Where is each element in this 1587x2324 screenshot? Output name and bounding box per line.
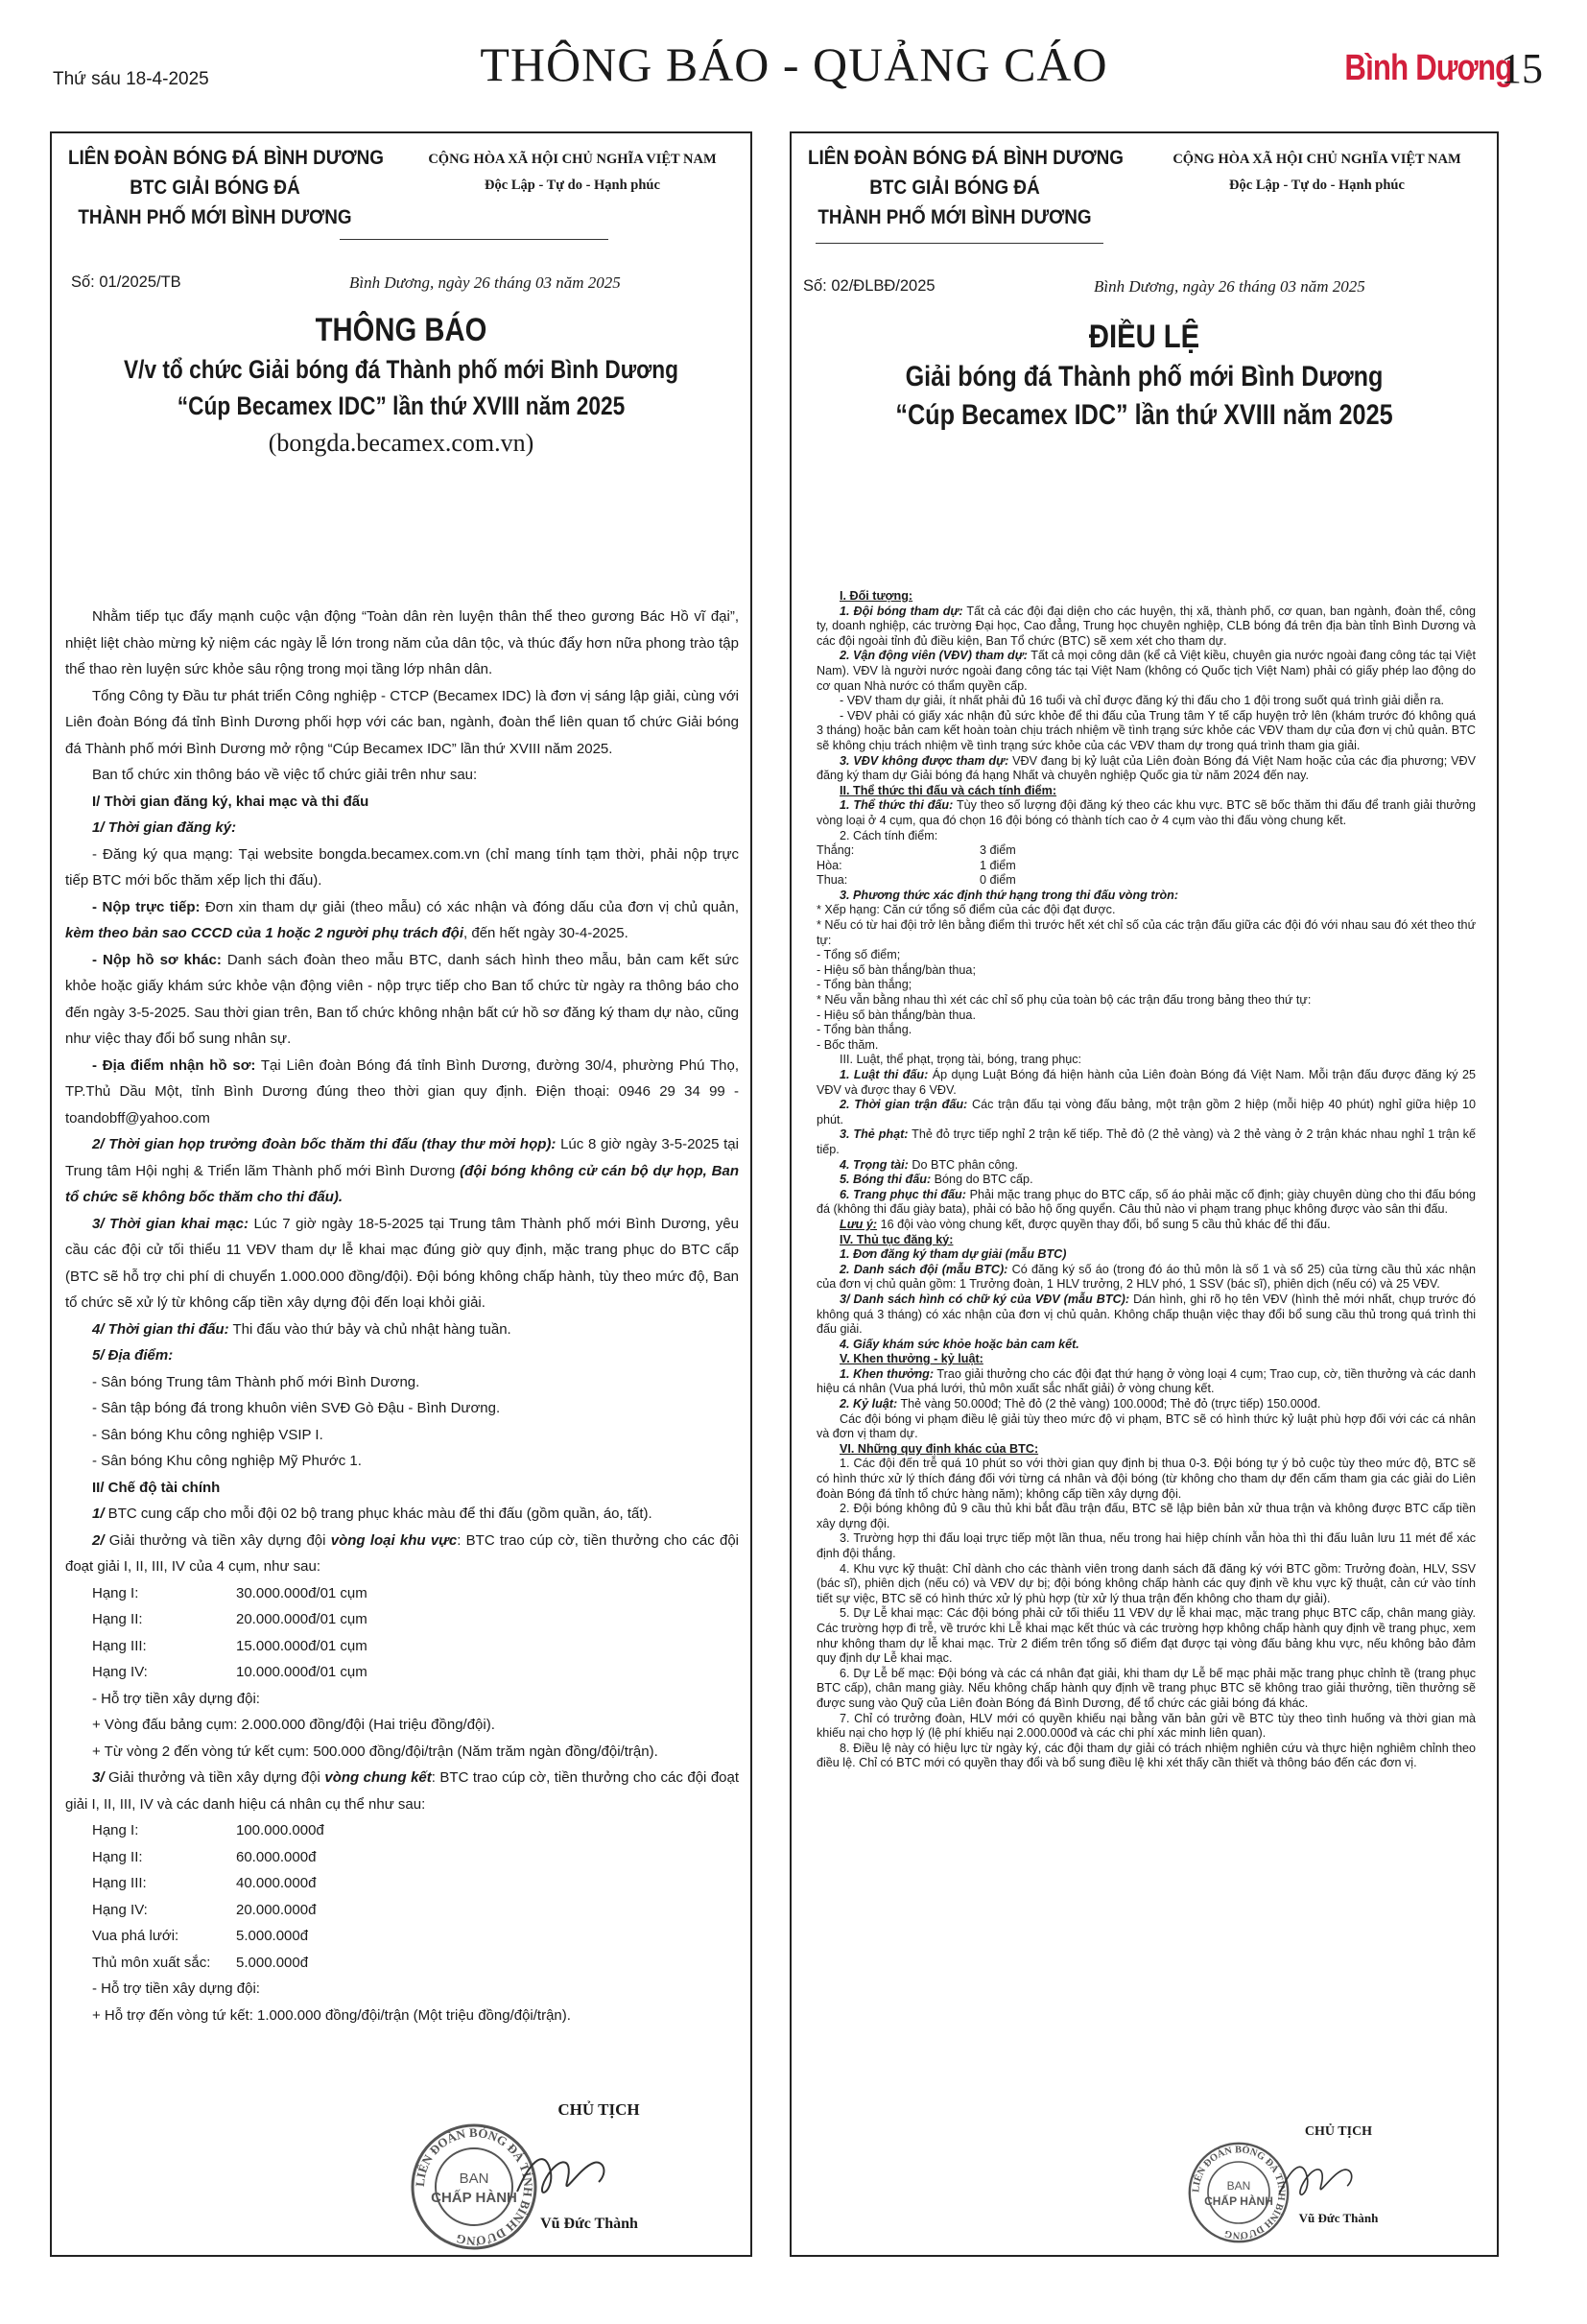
doc-subtitle: V/v tổ chức Giải bóng đá Thành phố mới Bình Dương xyxy=(124,355,678,384)
label: 1. Luật thi đấu: xyxy=(840,1068,929,1081)
paragraph: Ban tổ chức xin thông báo về việc tổ chức giải trên như sau: xyxy=(92,767,478,783)
paragraph: - Đăng ký qua mạng: Tại website bongda.becamex.com.vn (chỉ mang tính tạm thời, phải nộp trực tiếp BTC mới bốc thăm xếp lịch thi đấu). xyxy=(65,845,739,889)
text: Dán hình, ghi rõ họ tên VĐV (hình thẻ mới nhất, chụp trước đó không quá 3 tháng) có xác nhận của đơn vị chủ quản. Không chấp thuận việc thay đổi bổ sung cầu thủ trong quá trình thi đấu giải. xyxy=(817,1292,1477,1337)
stamp-center-text: CHẤP HÀNH xyxy=(1204,2194,1273,2208)
paragraph xyxy=(65,1211,739,1316)
paragraph xyxy=(817,798,1476,828)
prize-rank: Hạng I: xyxy=(92,1584,139,1601)
paragraph xyxy=(817,1158,1476,1174)
paragraph xyxy=(65,894,739,947)
paragraph: + Hỗ trợ đến vòng tứ kết: 1.000.000 đồng/đội/trận (Một triệu đồng/đội/trận). xyxy=(92,2006,571,2024)
paragraph xyxy=(65,1316,739,1343)
text: Danh sách đoàn theo mẫu BTC, danh sách hình theo mẫu, bản cam kết sức khỏe hoặc giấy khám sức khỏe vận động viên - nộp trực tiếp cho Ban tổ chức từ ngày ra thông báo cho đến ngày 3-5-2025. Sau thời gian trên, Ban tổ chức không nhận bất cứ hồ sơ đăng ký tham dự nào, cũng như việc thay đổi bổ sung nhân sự. xyxy=(65,951,739,1047)
issuer-org xyxy=(68,143,384,232)
paragraph xyxy=(65,1053,739,1132)
points-row xyxy=(817,859,1476,874)
paragraph: + Từ vòng 2 đến vòng tứ kết cụm: 500.000 đồng/đội/trận (Năm trăm ngàn đồng/đội/trận). xyxy=(92,1743,658,1760)
paragraph: - Hỗ trợ tiền xây dựng đội: xyxy=(92,1980,260,1997)
paragraph xyxy=(817,1397,1476,1412)
newspaper-logo: Bình Dương xyxy=(1344,48,1512,88)
label: 3. VĐV không được tham dự: xyxy=(840,753,1009,768)
rule-item: 7. Chỉ có trưởng đoàn, HLV mới có quyền khiếu nại bằng văn bản gửi về BTC tùy theo tình huống và thời gian mà khiếu nại cho hợp lý (lệ phí khiếu nại 2.000.000đ và các chi phí xác minh liên quan). xyxy=(817,1711,1476,1741)
paragraph xyxy=(817,1068,1476,1098)
venue-item: - Sân bóng Trung tâm Thành phố mới Bình Dương. xyxy=(92,1373,420,1390)
org-line: THÀNH PHỐ MỚI BÌNH DƯƠNG xyxy=(78,206,352,228)
text: Trao giải thưởng cho các đội đạt thứ hạng ở vòng loại 4 cụm; Trao cup, cờ, tiền thưởng và các danh hiệu cá nhân (Vua phá lưới, thủ môn xuất sắc nhất giải) ở vòng chung kết. xyxy=(817,1366,1477,1396)
signer-block xyxy=(503,2216,675,2233)
text: Do BTC phân công. xyxy=(908,1157,1018,1172)
prize-rank: Hạng III: xyxy=(92,1875,147,1891)
signer-role: CHỦ TỊCH xyxy=(1304,2124,1373,2139)
emphasis: (đội bóng không cử cán bộ dự họp, Ban tổ chức sẽ không bốc thăm cho thi đấu). xyxy=(65,1162,739,1205)
signer-block xyxy=(1262,2211,1415,2226)
issuer-org xyxy=(808,143,1124,232)
paragraph xyxy=(817,649,1476,694)
list-item: - Hiệu số bàn thắng/bàn thua; xyxy=(817,962,976,977)
rule-item: 4. Khu vực kỹ thuật: Chỉ dành cho các thành viên trong danh sách đã đăng ký với BTC gồm: Trưởng đoàn, HLV, SSV (bác sĩ), phiên dịch (nếu có) và VĐV dự bị; đội bóng không chấp hành các quy định về khu vực kỹ thuật, cản cứ vào tính tiết sự việc, BTC sẽ có hình thức xử lý phù hợp (từ xử lý thua trận đến không cho tham dự giải). xyxy=(817,1561,1476,1605)
label: 2. Kỷ luật: xyxy=(840,1397,898,1411)
points-row xyxy=(817,843,1476,859)
text: , đến hết ngày 30-4-2025. xyxy=(463,925,628,941)
rule-item: 2. Đội bóng không đủ 9 cầu thủ khi bắt đầu trận đấu, BTC sẽ lập biên bản xử thua trận và không được BTC cấp tiền xây dựng đội. xyxy=(817,1502,1476,1530)
stamp-center-text: BAN xyxy=(459,2170,489,2187)
org-line: LIÊN ĐOÀN BÓNG ĐÁ BÌNH DƯƠNG xyxy=(808,147,1124,169)
paragraph: Các đội bóng vi phạm điều lệ giải tùy theo mức độ vi phạm, BTC sẽ có hình thức kỷ luật phù hợp đối với các cá nhân và đơn vị tham dự. xyxy=(817,1411,1476,1441)
national-motto xyxy=(1151,147,1482,199)
doc-subtitle: “Cúp Becamex IDC” lần thứ XVIII năm 2025 xyxy=(895,399,1393,431)
page-number: 15 xyxy=(1501,45,1543,92)
paragraph xyxy=(817,1367,1476,1397)
text: : BTC trao cúp cờ, tiền thưởng cho các đội đoạt giải I, II, III, IV của 4 cụm, như sau: xyxy=(65,1531,740,1575)
prize-rank: Hạng I: xyxy=(92,1822,139,1838)
label: 3/ xyxy=(92,1769,105,1786)
section-heading: V. Khen thưởng - kỷ luật: xyxy=(840,1352,983,1366)
page-header xyxy=(53,36,1543,94)
rule-item: 1. Các đội đến trễ quá 10 phút so với thời gian quy định bị thua 0-3. Đội bóng tự ý bỏ cuộc tùy theo mức độ, BTC sẽ có hình thức xử lý thích đáng đối với từng cá nhân và đội bóng (từ không cho tham dự đến cấm tham gia các giải do Liên đoàn Bóng đá tỉnh tổ chức hàng năm); không cấp tiền xây dựng đội. xyxy=(817,1457,1476,1501)
prize-row xyxy=(65,1870,739,1897)
points-row xyxy=(817,873,1476,889)
paragraph xyxy=(817,754,1476,784)
prize-row xyxy=(65,1923,739,1950)
stamp-center-text: BAN xyxy=(1226,2178,1251,2193)
republic-name: CỘNG HÒA XÃ HỘI CHỦ NGHĨA VIỆT NAM xyxy=(428,152,717,167)
divider xyxy=(816,243,1103,244)
paragraph: 4. Giấy khám sức khỏe hoặc bản cam kết. xyxy=(840,1337,1079,1351)
paragraph xyxy=(817,1173,1476,1188)
list-item: - Tổng số điểm; xyxy=(817,948,901,962)
label: 3/ Thời gian khai mạc: xyxy=(92,1215,249,1232)
doc-title-block xyxy=(52,309,750,462)
text: Thẻ đỏ trực tiếp nghỉ 2 trận kế tiếp. Thẻ đỏ (2 thẻ vàng) và 2 thẻ vàng ở 2 trận khác nhau nghỉ 1 trận kế tiếp. xyxy=(817,1127,1476,1156)
paragraph: * Nếu vẫn bằng nhau thì xét các chỉ số phụ của toàn bộ các trận đấu trong bảng theo thứ tự: xyxy=(817,993,1312,1008)
text: Phải mặc trang phục do BTC cấp, số áo phải mặc cố định; giày chuyên dùng cho thi đấu bóng đá (không thi đấu giày bata), phải có bảo hộ ống quyển. Câu thủ nào vi phạm trang phục không được vào sân thi đấu. xyxy=(817,1187,1477,1217)
text: 16 đội vào vòng chung kết, được quyền thay đổi, bổ sung 5 cầu thủ khác để thi đấu. xyxy=(877,1217,1331,1231)
signature-title xyxy=(1262,2124,1415,2140)
text: Có đăng ký số áo (trong đó áo thủ môn là số 1 và số 25) của từng cầu thủ xác nhận của đơn vị chủ quản gồm: 1 Trưởng đoàn, 1 HLV trưởng, 2 HLV phó, 1 SSV (bác sĩ), phiên dịch (nếu có) và 25 VĐV. xyxy=(817,1262,1477,1292)
doc-title-block xyxy=(792,316,1497,435)
doc-title: ĐIỀU LỆ xyxy=(1088,319,1200,355)
signer-name: Vũ Đức Thành xyxy=(1298,2211,1379,2225)
prize-rank: Hạng II: xyxy=(92,1848,143,1865)
section-heading: I. Đối tượng: xyxy=(840,589,913,603)
signer-role: CHỦ TỊCH xyxy=(557,2100,640,2119)
label: 2. Danh sách đội (mẫu BTC): xyxy=(840,1262,1008,1276)
emphasis: vòng loại khu vực xyxy=(330,1531,458,1549)
prize-amount: 100.000.000đ xyxy=(236,1822,324,1838)
text: Giải thưởng và tiền xây dựng đội xyxy=(104,1769,325,1786)
text: Lúc 7 giờ ngày 18-5-2025 tại Trung tâm Thành phố mới Bình Dương, yêu cầu các đội cử tối thiểu 11 VĐV tham dự lễ khai mạc đúng giờ quy định, mặc trang phục do BTC cấp (BTC sẽ hỗ trợ chi phí di chuyển 1.000.000 đồng/đội). Đội bóng không chấp hành, tùy theo mức độ, Ban tổ chức sẽ xử lý từ không cấp tiền xây dựng đội đến loại khỏi giải. xyxy=(65,1215,739,1311)
doc-subtitle: “Cúp Becamex IDC” lần thứ XVIII năm 2025 xyxy=(177,391,626,420)
announcement-panel xyxy=(50,131,752,2257)
label: Lưu ý: xyxy=(840,1217,878,1231)
handwritten-signature-icon xyxy=(508,2139,623,2216)
paragraph xyxy=(65,1131,739,1211)
prize-amount: 5.000.000đ xyxy=(236,1954,309,1971)
text: VĐV đang bị kỷ luật của Liên đoàn Bóng đá Việt Nam hoặc của các địa phương; VĐV đăng ký tham dự Giải bóng đá hạng Nhất và chuyên nghiệp Quốc gia từ năm 2024 đến nay. xyxy=(817,753,1476,783)
stamp-center-text: CHẤP HÀNH xyxy=(431,2190,517,2206)
points-value: 1 điểm xyxy=(980,858,1016,872)
org-line: LIÊN ĐOÀN BÓNG ĐÁ BÌNH DƯƠNG xyxy=(68,147,384,169)
prize-amount: 15.000.000đ/01 cụm xyxy=(236,1637,367,1654)
text: Đơn xin tham dự giải (theo mẫu) có xác nhận và đóng dấu của đơn vị chủ quản, xyxy=(200,898,740,915)
text: Tất cả các đội đại diện cho các huyện, thị xã, thành phố, cơ quan, ban ngành, đoàn thể, công ty, doanh nghiệp, các trường Đại học, Cao đẳng, Trung học chuyên nghiệp, CLB bóng đá trên địa bàn tỉnh Bình Dương và các đội ngoài tỉnh đủ điều kiện, Ban Tổ chức (BTC) sẽ xem xét cho tham dự. xyxy=(817,604,1476,648)
text: Tùy theo số lượng đội đăng ký theo các khu vực. BTC sẽ bốc thăm thi đấu để tranh giải thưởng vòng loại ở 4 cụm, qua đó chọn 16 đội bóng có thành tích cao ở 4 cụm vào thi đấu vòng chung kết. xyxy=(817,798,1476,827)
stamp-ring-text: LIÊN ĐOÀN BÓNG ĐÁ TỈNH BÌNH DƯƠNG xyxy=(1191,2145,1287,2241)
label: 4. Trọng tài: xyxy=(840,1157,909,1172)
place-date: Bình Dương, ngày 26 tháng 03 năm 2025 xyxy=(1094,277,1365,296)
doc-number: Số: 01/2025/TB xyxy=(71,273,181,291)
subsection-heading: 5/ Địa điểm: xyxy=(92,1347,174,1364)
divider xyxy=(340,239,608,240)
handwritten-signature-icon xyxy=(1271,2148,1367,2216)
motto: Độc Lập - Tự do - Hạnh phúc xyxy=(485,178,660,193)
prize-row xyxy=(65,1844,739,1871)
rule-item: 5. Dự Lễ khai mạc: Các đội bóng phải cử tối thiểu 11 VĐV dự lễ khai mạc, mặc trang phục BTC cấp, chân mang giày. Các trường hợp đi trễ, về trước khi Lễ khai mạc kết thúc và các trường hợp không chấp hành quy định về trang phục, xem như không tham dự lễ khai mạc. Trừ 2 điểm trên tổng số điểm đạt được tại vòng đấu bảng khu vực, nếu không bảo đảm quy định dự Lễ khai mạc. xyxy=(817,1606,1476,1666)
paragraph xyxy=(65,1528,739,1580)
paragraph: + Vòng đấu bảng cụm: 2.000.000 đồng/đội (Hai triệu đồng/đội). xyxy=(92,1717,495,1733)
label: - Nộp hồ sơ khác: xyxy=(92,951,222,968)
paragraph: Tổng Công ty Đầu tư phát triển Công nghiệp - CTCP (Becamex IDC) là đơn vị sáng lập giải, cùng với Liên đoàn Bóng đá tỉnh Bình Dương phối hợp với các ban, ngành, đoàn thể liên quan tổ chức Giải bóng đá Thành phố mới Bình Dương mở rộng “Cúp Becamex IDC” lần thứ XVIII năm 2025. xyxy=(65,687,739,757)
website: (bongda.becamex.com.vn) xyxy=(268,429,534,457)
section-heading: III. Luật, thể phạt, trọng tài, bóng, trang phục: xyxy=(840,1053,1082,1067)
doc-subtitle: Giải bóng đá Thành phố mới Bình Dương xyxy=(905,361,1384,392)
paragraph xyxy=(65,1501,739,1528)
signer-name: Vũ Đức Thành xyxy=(540,2216,638,2232)
text: Bóng do BTC cấp. xyxy=(931,1173,1033,1187)
label: 5. Bóng thi đấu: xyxy=(840,1173,932,1187)
paragraph: 2. Cách tính điểm: xyxy=(840,828,938,842)
prize-rank: Hạng IV: xyxy=(92,1901,148,1918)
section-heading: VI. Những quy định khác của BTC: xyxy=(840,1441,1039,1456)
paragraph: 1. Đơn đăng ký tham dự giải (mẫu BTC) xyxy=(840,1247,1067,1262)
org-line: BTC GIẢI BÓNG ĐÁ xyxy=(869,177,1040,199)
section-heading: IV. Thủ tục đăng ký: xyxy=(840,1232,954,1246)
prize-row xyxy=(65,1950,739,1977)
rule-item: 6. Dự Lễ bế mạc: Đội bóng và các cá nhân đạt giải, khi tham dự Lễ bế mạc phải mặc trang phục chỉnh tề (trang phục BTC cấp), chân mang giày. Nếu không chấp hành quy định về trang phục BTC sẽ không trao giải thưởng, tiền thưởng sẽ được sung vào Quỹ của Liên đoàn Bóng đá Bình Dương, để tổ chức các giải bóng đá khác. xyxy=(817,1666,1476,1710)
points-label: Thua: xyxy=(817,873,848,888)
rule-item: 8. Điều lệ này có hiệu lực từ ngày ký, các đội tham dự giải có trách nhiệm nghiên cứu và thực hiện nghiêm chỉnh theo điều lệ. Chỉ có BTC mới có quyền thay đổi và bổ sung điều lệ khi xét thấy cần thiết và thông báo đến các đơn vị. xyxy=(817,1741,1476,1770)
points-label: Thắng: xyxy=(817,843,855,858)
paragraph: * Xếp hạng: Căn cứ tổng số điểm của các đội đạt được. xyxy=(817,903,1116,917)
text: Các trận đấu tại vòng đấu bảng, một trận gồm 2 hiệp (mỗi hiệp 40 phút) nghỉ giữa hiệp 10 phút. xyxy=(817,1098,1476,1126)
prize-row xyxy=(65,1606,739,1633)
prize-rank: Hạng II: xyxy=(92,1611,143,1627)
issue-date: Thứ sáu 18-4-2025 xyxy=(53,69,209,89)
stamp-ring-text: LIÊN ĐOÀN BÓNG ĐÁ TỈNH BÌNH DƯƠNG xyxy=(412,2124,536,2249)
prize-row xyxy=(65,1817,739,1844)
section-heading: I/ Thời gian đăng ký, khai mạc và thi đấu xyxy=(92,793,369,810)
doc-number: Số: 02/ĐLBĐ/2025 xyxy=(803,277,936,295)
prize-rank: Hạng IV: xyxy=(92,1664,148,1680)
prize-row xyxy=(65,1897,739,1924)
label: - Nộp trực tiếp: xyxy=(92,898,201,915)
prize-row xyxy=(65,1659,739,1686)
prize-amount: 30.000.000đ/01 cụm xyxy=(236,1584,367,1601)
label: 1. Thể thức thi đấu: xyxy=(840,798,954,813)
paragraph xyxy=(817,1098,1476,1127)
venue-item: - Sân bóng Khu công nghiệp VSIP I. xyxy=(92,1426,323,1443)
venue-item: - Sân tập bóng đá trong khuôn viên SVĐ Gò Đậu - Bình Dương. xyxy=(92,1400,501,1416)
label: 2. Vận động viên (VĐV) tham dự: xyxy=(840,649,1028,663)
list-item: - Tổng bàn thắng; xyxy=(817,978,912,992)
place-date: Bình Dương, ngày 26 tháng 03 năm 2025 xyxy=(349,273,621,292)
prize-amount: 10.000.000đ/01 cụm xyxy=(236,1664,367,1680)
paragraph: - VĐV tham dự giải, ít nhất phải đủ 16 tuổi và chỉ được đăng ký thi đấu cho 1 đội trong suốt quá trình giải diễn ra. xyxy=(840,694,1444,708)
text: Tại Liên đoàn Bóng đá tỉnh Bình Dương, đường 30/4, phường Phú Thọ, TP.Thủ Dầu Một, tỉnh Bình Dương đúng theo thời gian quy định. Điện thoại: 0946 29 34 99 - toandobff@yahoo.com xyxy=(65,1056,739,1126)
prize-amount: 60.000.000đ xyxy=(236,1848,317,1865)
text: Thi đấu vào thứ bảy và chủ nhật hàng tuần. xyxy=(228,1320,511,1338)
label: 3. Thẻ phạt: xyxy=(840,1127,909,1142)
rule-item: 3. Trường hợp thi đấu loại trực tiếp một lần thua, nếu trong hai hiệp chính vẫn hòa thì thi đấu luân lưu 11 mét để xác định đội thắng. xyxy=(817,1531,1476,1560)
text: Thẻ vàng 50.000đ; Thẻ đỏ (2 thẻ vàng) 100.000đ; Thẻ đỏ (trực tiếp) 150.000đ. xyxy=(897,1397,1321,1411)
label: 2. Thời gian trận đấu: xyxy=(840,1098,968,1112)
label: 1. Đội bóng tham dự: xyxy=(840,604,963,618)
prize-row xyxy=(65,1633,739,1660)
prize-rank: Hạng III: xyxy=(92,1637,147,1654)
paragraph xyxy=(817,1292,1476,1338)
paragraph xyxy=(817,1218,1476,1233)
prize-amount: 40.000.000đ xyxy=(236,1875,317,1891)
subsection-heading: 3. Phương thức xác định thứ hạng trong thi đấu vòng tròn: xyxy=(840,888,1179,902)
paragraph: * Nếu có từ hai đội trở lên bằng điểm thì trước hết xét chỉ số của các trận đấu giữa các đội đó với nhau sau đó xét theo thứ tự: xyxy=(817,918,1476,947)
paragraph: - VĐV phải có giấy xác nhận đủ sức khỏe để thi đấu của Trung tâm Y tế cấp huyện trở lên (khám trước đó không quá 3 tháng) hoặc bản cam kết hoàn toàn chịu trách nhiệm về tình trạng sức khỏe các VĐV tham dự của đơn vị chủ quản. BTC sẽ không chịu trách nhiệm về tình trạng sức khỏe của các VĐV tham dự trong quá trình tham gia giải. xyxy=(817,708,1476,752)
label: 3/ Danh sách hình có chữ ký của VĐV (mẫu BTC): xyxy=(840,1292,1130,1306)
label: 6. Trang phục thi đấu: xyxy=(840,1187,966,1201)
paragraph xyxy=(817,1127,1476,1157)
venue-item: - Sân bóng Khu công nghiệp Mỹ Phước 1. xyxy=(92,1453,362,1469)
prize-amount: 20.000.000đ/01 cụm xyxy=(236,1611,367,1627)
prize-rank: Vua phá lưới: xyxy=(92,1928,179,1944)
text: Tất cả mọi công dân (kể cả Việt kiều, chuyên gia nước ngoài đang công tác tại Việt Nam). VĐV là người nước ngoài đang công tác tại Việt Nam (không có Quốc tịch Việt Nam) phải có giấy phép lao động do cơ quan Nhà nước có thẩm quyền cấp. xyxy=(817,649,1477,693)
text: : BTC trao cúp cờ, tiền thưởng cho các đội đoạt giải I, II, III, IV và các danh hiệu cá nhân cụ thể như sau: xyxy=(65,1769,740,1813)
regulations-body xyxy=(817,589,1476,1771)
paragraph xyxy=(65,1765,739,1817)
doc-title: THÔNG BÁO xyxy=(315,312,487,348)
emphasis: vòng chung kết xyxy=(324,1769,432,1786)
announcement-body xyxy=(65,604,739,2028)
list-item: - Hiệu số bàn thắng/bàn thua. xyxy=(817,1008,976,1022)
label: 2/ xyxy=(92,1531,105,1549)
org-line: BTC GIẢI BÓNG ĐÁ xyxy=(130,177,300,199)
points-value: 0 điểm xyxy=(980,873,1016,888)
org-line: THÀNH PHỐ MỚI BÌNH DƯƠNG xyxy=(817,206,1092,228)
text: BTC cung cấp cho mỗi đội 02 bộ trang phục khác màu để thi đấu (gồm quần, áo, tất). xyxy=(104,1506,652,1522)
text: Giải thưởng và tiền xây dựng đội xyxy=(104,1531,331,1549)
label: 4/ Thời gian thi đấu: xyxy=(92,1320,229,1338)
paragraph xyxy=(817,1263,1476,1292)
paragraph xyxy=(817,605,1476,650)
paragraph xyxy=(817,1188,1476,1218)
republic-name: CỘNG HÒA XÃ HỘI CHỦ NGHĨA VIỆT NAM xyxy=(1172,152,1461,167)
text: Áp dụng Luật Bóng đá hiện hành của Liên đoàn Bóng đá Việt Nam. Mỗi trận đấu được đăng ký 25 VĐV và được thay 6 VĐV. xyxy=(817,1068,1476,1097)
prize-amount: 5.000.000đ xyxy=(236,1928,309,1944)
paragraph: Nhằm tiếp tục đẩy mạnh cuộc vận động “Toàn dân rèn luyện thân thể theo gương Bác Hồ vĩ đại”, nhiệt liệt chào mừng kỷ niệm các ngày lễ lớn trong năm của dân tộc, và thúc đẩy hơn nữa phong trào tập thể thao rèn luyện sức khỏe sâu rộng trong mọi tầng lớp nhân dân. xyxy=(65,608,739,677)
subsection-heading: 1/ Thời gian đăng ký: xyxy=(92,819,237,836)
section-title: THÔNG BÁO - QUẢNG CÁO xyxy=(480,37,1108,91)
national-motto xyxy=(407,147,738,199)
section-heading: II. Thể thức thi đấu và cách tính điểm: xyxy=(840,783,1057,797)
emphasis: kèm theo bản sao CCCD của 1 hoặc 2 người phụ trách đội xyxy=(65,925,464,941)
list-item: - Bốc thăm. xyxy=(817,1037,879,1052)
label: 1/ xyxy=(92,1506,105,1522)
label: - Địa điểm nhận hồ sơ: xyxy=(92,1056,256,1074)
paragraph xyxy=(65,947,739,1053)
regulations-panel xyxy=(790,131,1499,2257)
points-label: Hòa: xyxy=(817,858,842,872)
list-item: - Tổng bàn thắng. xyxy=(817,1023,912,1037)
signature-title xyxy=(512,2100,685,2120)
section-heading: II/ Chế độ tài chính xyxy=(92,1479,221,1496)
prize-row xyxy=(65,1580,739,1607)
points-value: 3 điểm xyxy=(980,843,1016,858)
motto: Độc Lập - Tự do - Hạnh phúc xyxy=(1229,178,1405,193)
text: Lúc 8 giờ ngày 3-5-2025 tại Trung tâm Hội nghị & Triển lãm Thành phố mới Bình Dương xyxy=(65,1136,739,1179)
label: 1. Khen thưởng: xyxy=(840,1366,935,1381)
prize-amount: 20.000.000đ xyxy=(236,1901,317,1918)
prize-rank: Thủ môn xuất sắc: xyxy=(92,1954,211,1971)
paragraph: - Hỗ trợ tiền xây dựng đội: xyxy=(92,1690,260,1707)
label: 2/ Thời gian họp trưởng đoàn bốc thăm thi đấu (thay thư mời họp): xyxy=(92,1136,557,1152)
